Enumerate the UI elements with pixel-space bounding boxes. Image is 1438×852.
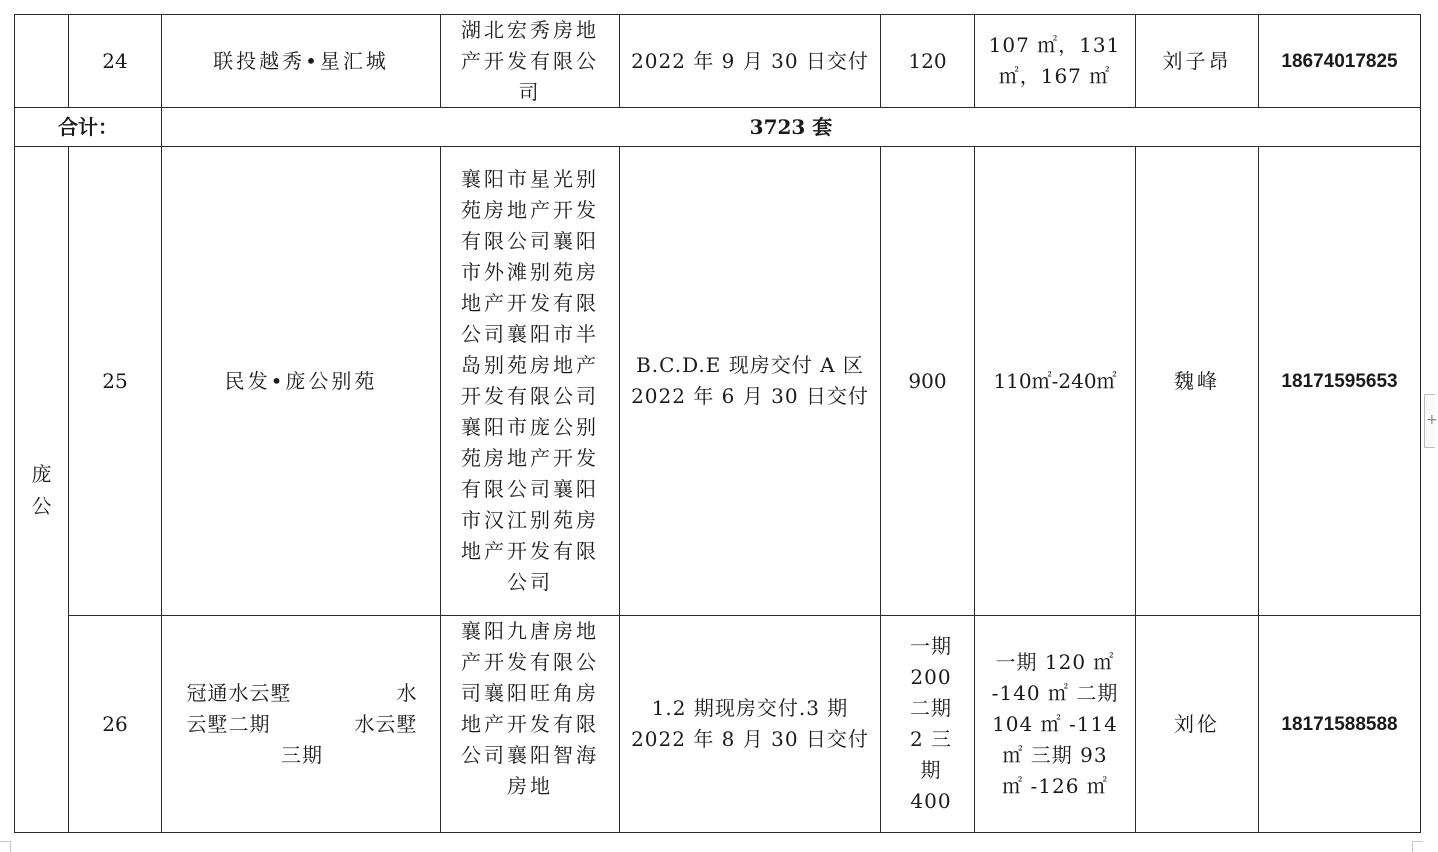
table-resize-handle[interactable] — [1424, 394, 1438, 448]
row25-project: 民发•庞公别苑 — [224, 368, 378, 393]
row24-contact: 刘子昂 — [1162, 48, 1232, 73]
district-cell — [15, 147, 68, 832]
crop-mark-bottom-right — [1412, 841, 1423, 852]
subtotal-label: 合计： — [58, 114, 118, 139]
row25-phone: 18171595653 — [1281, 370, 1398, 392]
row25-no: 25 — [102, 368, 128, 393]
row24-no: 24 — [102, 48, 128, 73]
row26-delivery: 1.2 期现房交付.3 期 2022 年 8 月 30 日交付 — [631, 696, 869, 751]
row25-contact: 魏峰 — [1174, 368, 1220, 393]
row25-units: 900 — [908, 368, 947, 393]
row25-delivery: B.C.D.E 现房交付 A 区 2022 年 6 月 30 日交付 — [631, 353, 869, 408]
row26-area: 一期 120 ㎡ -140 ㎡ 二期 104 ㎡ -114 ㎡ 三期 93 ㎡ -126 ㎡ — [991, 649, 1119, 798]
row24-phone: 18674017825 — [1281, 50, 1398, 72]
row26-phone: 18171588588 — [1281, 713, 1398, 735]
row26-project: 冠通水云墅 水云墅二期 水云墅三期 — [186, 680, 418, 767]
subtotal-value: 3723 套 — [749, 114, 833, 139]
rule-bottom — [14, 832, 1421, 833]
row26-no: 26 — [102, 711, 128, 736]
row24-project: 联投越秀•星汇城 — [213, 48, 389, 73]
plus-icon: + — [1426, 412, 1438, 428]
rule-col6-top — [974, 14, 975, 108]
row25-company: 襄阳市星光别苑房地产开发有限公司襄阳市外滩别苑房地产开发有限公司襄阳市半岛别苑房地产开发有限公司襄阳市庞公别苑房地产开发有限公司襄阳市汉江别苑房地产开发有限公司 — [461, 167, 599, 594]
rule-right — [1420, 14, 1421, 833]
row24-company: 湖北宏秀房地产开发有限公司 — [461, 17, 599, 104]
rule-col3-top — [440, 14, 441, 108]
row24-units: 120 — [908, 48, 947, 73]
rule-col4-bottom — [619, 146, 620, 833]
row24-delivery: 2022 年 9 月 30 日交付 — [631, 48, 869, 73]
row26-units: 一期 200 二期 2 三期 400 — [909, 634, 953, 813]
crop-mark-bottom-left — [0, 841, 11, 852]
district-label: 庞公 — [31, 461, 52, 518]
rule-col3-bottom — [440, 146, 441, 833]
row25-area: 110㎡-240㎡ — [993, 368, 1117, 393]
row26-company: 襄阳九唐房地产开发有限公司襄阳旺角房地产开发有限公司襄阳智海房地 — [461, 619, 599, 798]
row26-contact: 刘伦 — [1174, 711, 1220, 736]
row24-area: 107 ㎡，131 ㎡，167 ㎡ — [988, 33, 1121, 88]
